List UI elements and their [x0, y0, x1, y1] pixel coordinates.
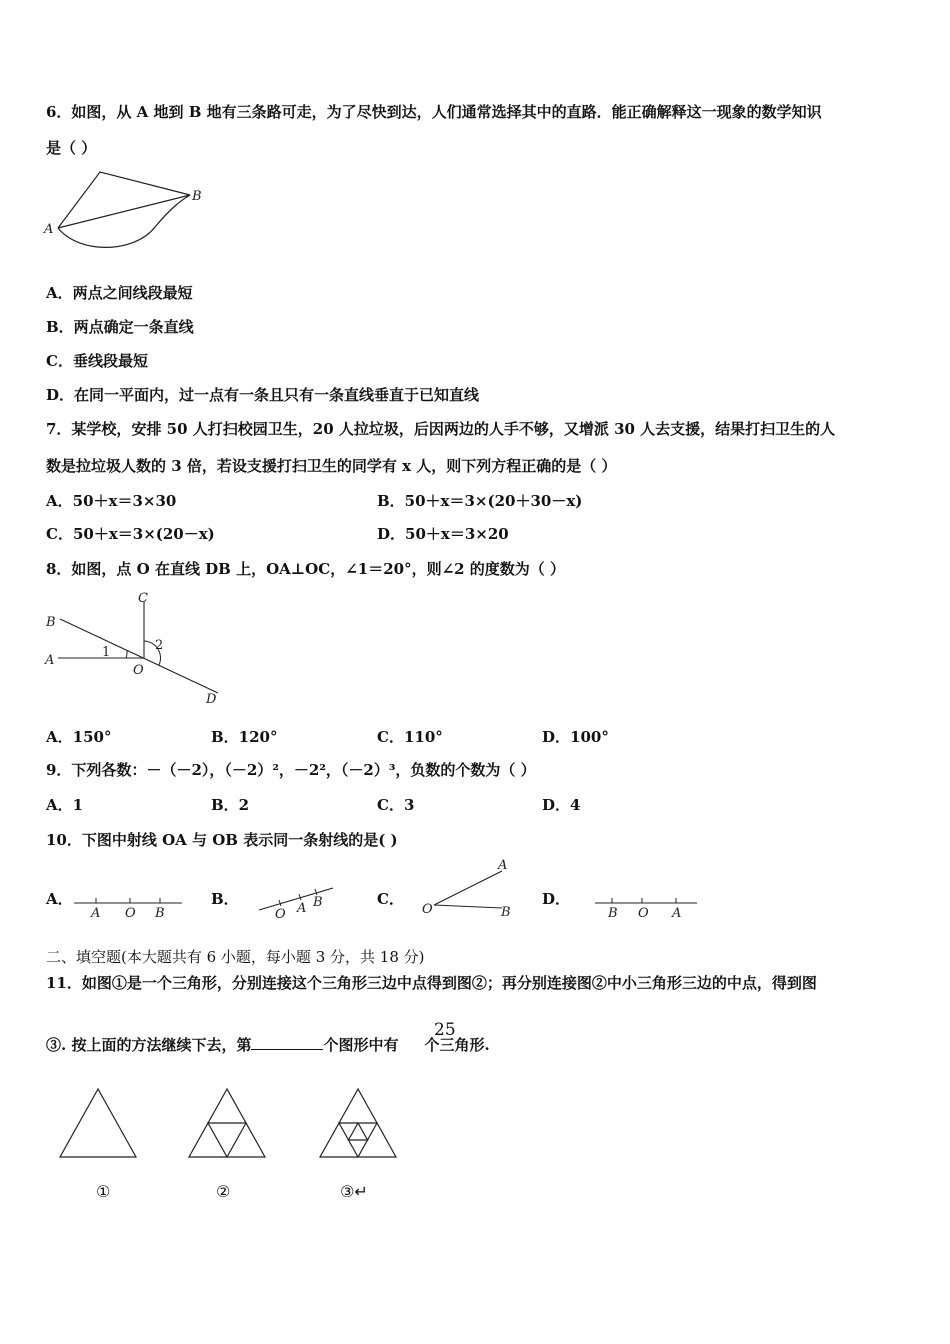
q10-figure-c	[420, 855, 520, 925]
q10-option-b: B．	[211, 890, 239, 908]
q10a-label-a: A	[91, 906, 101, 921]
section2-heading: 二、填空题(本大题共有 6 小题，每小题 3 分，共 18 分)	[46, 948, 425, 966]
q10c-label-b: B	[501, 905, 511, 920]
q7-option-b: B．50＋x＝3×(20＋30－x)	[377, 492, 583, 510]
q11-text-c: 个三角形.	[424, 1036, 490, 1054]
q11-text-a: ③. 按上面的方法继续下去，第	[46, 1036, 252, 1054]
q9-option-b: B．2	[211, 796, 250, 814]
q10c-label-o: O	[422, 902, 433, 917]
q6-option-d: D．在同一平面内，过一点有一条且只有一条直线垂直于已知直线	[46, 386, 480, 404]
q8-option-a: A．150°	[46, 728, 112, 746]
q11-stem: 11．如图①是一个三角形，分别连接这个三角形三边中点得到图②；再分别连接图②中小三角形三边的中点，得到图	[46, 974, 817, 992]
q10a-label-b: B	[155, 906, 165, 921]
q11-caption-2: ②	[216, 1182, 231, 1201]
q11-figure-1	[56, 1085, 146, 1165]
q10b-label-a: A	[297, 901, 307, 916]
q6-stem: 6．如图，从 A 地到 B 地有三条路可走，为了尽快到达，人们通常选择其中的直路．能正确解释这一现象的数学知识	[46, 103, 822, 121]
q10-figure-a	[72, 890, 187, 920]
q11-caption-1: ①	[96, 1182, 111, 1201]
q10-stem: 10．下图中射线 OA 与 OB 表示同一条射线的是( )	[46, 831, 398, 849]
q6-label-b: B	[192, 189, 202, 204]
q7-option-d: D．50＋x＝3×20	[377, 525, 509, 543]
q7-option-c: C．50＋x＝3×(20－x)	[46, 525, 215, 543]
q7-stem: 7．某学校，安排 50 人打扫校园卫生，20 人拉垃圾，后因两边的人手不够，又增派 30 人去支援，结果打扫卫生的人	[46, 420, 836, 438]
q10-figure-d	[593, 890, 703, 920]
q8-label-d: D	[206, 692, 217, 707]
q6-option-c: C．垂线段最短	[46, 352, 148, 370]
q9-option-d: D．4	[542, 796, 581, 814]
q6-label-a: A	[44, 222, 54, 237]
q10a-label-o: O	[125, 906, 136, 921]
q11-caption-3: ③↵	[340, 1182, 368, 1201]
q10d-label-b: B	[608, 906, 618, 921]
q8-label-c: C	[138, 591, 148, 606]
q6-figure	[40, 165, 220, 255]
q8-angle-1: 1	[102, 645, 111, 660]
q8-angle-2: 2	[155, 638, 164, 653]
q8-option-b: B．120°	[211, 728, 278, 746]
q10-option-a: A．	[46, 890, 73, 908]
q8-option-c: C．110°	[377, 728, 443, 746]
q8-stem: 8．如图，点 O 在直线 DB 上，OA⊥OC，∠1＝20°，则∠2 的度数为（ ）	[46, 560, 566, 578]
q11-number: 25	[434, 1020, 456, 1040]
answer-blank[interactable]	[251, 1035, 323, 1050]
q7-stem-cont: 数是拉垃圾人数的 3 倍，若设支援打扫卫生的同学有 x 人，则下列方程正确的是（ ）	[46, 457, 617, 475]
q8-figure	[40, 585, 240, 710]
q9-option-a: A．1	[46, 796, 84, 814]
q8-option-d: D．100°	[542, 728, 609, 746]
q11-figure-3	[316, 1085, 406, 1165]
q9-option-c: C．3	[377, 796, 415, 814]
q7-option-a: A．50＋x＝3×30	[46, 492, 177, 510]
q6-option-a: A．两点之间线段最短	[46, 284, 193, 302]
q6-stem-cont: 是（ ）	[46, 139, 97, 157]
q10c-label-a: A	[498, 858, 508, 873]
q11-stem-cont	[46, 1035, 490, 1055]
q10b-label-b: B	[313, 895, 323, 910]
q10b-label-o: O	[275, 907, 286, 922]
q10d-label-o: O	[638, 906, 649, 921]
q10d-label-a: A	[672, 906, 682, 921]
q8-label-b: B	[46, 615, 56, 630]
q6-option-b: B．两点确定一条直线	[46, 318, 194, 336]
q10-option-d: D．	[542, 890, 571, 908]
q11-figure-2	[185, 1085, 275, 1165]
q10-option-c: C．	[377, 890, 404, 908]
q9-stem: 9．下列各数：－（－2），（－2）²，－2²，（－2）³，负数的个数为（ ）	[46, 761, 536, 779]
q8-label-o: O	[133, 663, 144, 678]
q11-text-b: 个图形中有	[323, 1036, 399, 1054]
q8-label-a: A	[45, 653, 55, 668]
q10-figure-b	[255, 882, 340, 922]
